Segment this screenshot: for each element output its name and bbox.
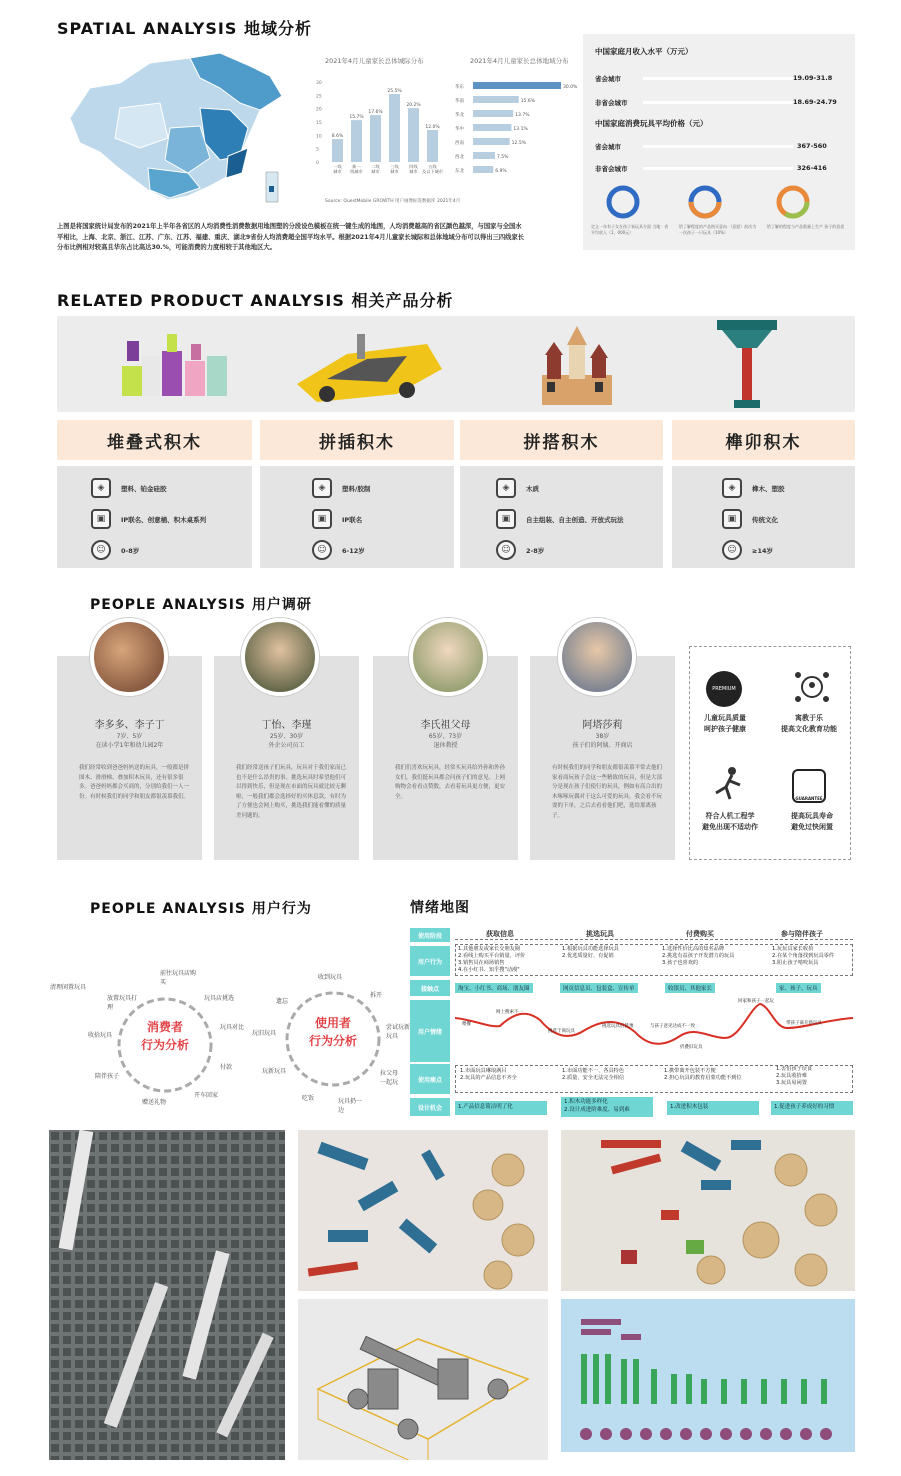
emotion-note: 喂餐 [462, 1022, 471, 1027]
cycle-step: 玩具对比 [220, 1024, 245, 1031]
opportunity-tag: 1.产品信息简洁明了化 [455, 1101, 547, 1115]
category-card [672, 466, 855, 568]
y-tick-label: 30 [316, 81, 322, 86]
cycle-step: 玩具店挑选 [204, 995, 235, 1002]
feature-icon: ▣ [496, 509, 516, 529]
row-label: 用户情绪 [410, 1000, 450, 1062]
age-text: 2-8岁 [526, 546, 545, 555]
bar [473, 96, 519, 103]
material-icon: ◈ [496, 478, 516, 498]
y-tick-label: 25 [316, 94, 322, 100]
price-title: 中国家庭消费玩具平均价格（元） [595, 119, 708, 128]
bar [473, 124, 511, 131]
blue-parts-image [298, 1130, 548, 1291]
age-icon: ☺ [91, 540, 111, 560]
feature-label: 符合人机工程学 避免出现不适动作 [702, 812, 758, 831]
cycle-step: 付款 [220, 1064, 233, 1071]
bar-value-label: 12.5% [511, 141, 526, 146]
persona-meta: 25岁、30岁 外企公司员工 [268, 733, 305, 749]
feature-text: IP联名 [342, 515, 363, 524]
wooden-blocks-image [537, 320, 617, 410]
cycle-step: 玩新玩具 [262, 1068, 287, 1075]
age-icon: ☺ [312, 540, 332, 560]
age-icon: ☺ [722, 540, 742, 560]
spatial-body: 上图是将国家统计局发布的2021年上半年各省区的人均消费性消费数据用地图塑的分段设色模板在统一键生成的地图，人均消费越高的省区颜色越深，与国家与全国水平相比，上海、北京、浙江、江苏、广东、江苏、福建、重庆、湖北9省份人均消费超全国平均水平。根据2021年4月儿童家长城际和总体地域分布可以得出三四线家长分布比例相对较高且华东占比高达30.%，可能消费的力度相较于其他地区大。 [57, 223, 525, 251]
category-card [57, 466, 252, 568]
cycle-step: 前往玩具店购买 [160, 970, 197, 986]
feature-label: 寓教于乐 提高文化教育功能 [781, 714, 837, 733]
bar [473, 82, 561, 89]
chart1-title: 2021年4月儿童家长总体城际分布 [325, 57, 424, 65]
age-text: 0-8岁 [121, 546, 140, 555]
material-text: 榫木、塑胶 [752, 484, 785, 493]
bar [332, 139, 343, 162]
row-label: 使用阶段 [410, 928, 450, 942]
income-row-value: 19.09-31.8 [793, 74, 833, 82]
3d-model-render [298, 1299, 548, 1460]
bar-value-label: 25.5% [387, 89, 402, 94]
cycle-step: 赠送礼物 [142, 1099, 167, 1106]
cycle-step: 拆开 [370, 992, 383, 999]
feature-label: 提高玩具寿命 避免过快闲置 [791, 812, 833, 831]
avatar [90, 618, 168, 696]
income-title: 中国家庭月收入水平（万元） [595, 47, 693, 56]
row-label: 使用痛点 [410, 1064, 450, 1094]
china-map [60, 48, 290, 210]
y-tick-label: 东北 [455, 169, 464, 174]
y-tick-label: 华东 [455, 85, 464, 90]
cycle-step: 收拾玩具 [88, 1032, 113, 1039]
emotion-note: 带孩子离开新玩具 [786, 1021, 822, 1026]
print-grid-photo [49, 1130, 285, 1460]
category-header: 榫卯积木 [672, 420, 855, 460]
bar-value-label: 8.6% [331, 134, 344, 140]
price-line [643, 145, 793, 148]
bar [351, 120, 362, 162]
feature-icon: ▣ [312, 509, 332, 529]
opportunity-tag: 1.积木功能多样化 2.设计成进阶难度、易到难 [561, 1097, 653, 1117]
stage-label: 参与陪伴孩子 [781, 930, 823, 938]
3d-model-image [298, 1299, 548, 1460]
slice-preview [561, 1299, 855, 1452]
persona-desc: 有时候我们的同学和朋友都很羡慕平常去他们家看商玩孩子会这一些精致的玩具，但是大部分是现在孩子们使行的玩具，例如有高合出的木啄啄玩偶对于这么可爱的玩具，我会看不玩耍的下单，之后去看看他们吧，选给那离孩子。 [552, 765, 663, 819]
slice-preview-image [561, 1299, 855, 1452]
x-tick-label: 四线 [409, 164, 418, 169]
material-icon: ◈ [91, 478, 111, 498]
chart2-title: 2021年4月儿童家长总体地域分布 [470, 57, 569, 65]
avatar [241, 618, 319, 696]
material-text: 木质 [526, 484, 539, 493]
price-row-value: 367-560 [797, 142, 827, 150]
behavior-title: PEOPLE ANALYSIS 用户行为 [90, 901, 312, 917]
stage-label: 挑选玩具 [586, 930, 614, 938]
behavior-cell: 1.选择性价比高的知名品牌 2.挑选有益孩子开发潜力的玩具 3.孩子也喜欢的 [662, 946, 735, 966]
x-tick-label: 城市 [409, 169, 418, 174]
emotion-map-title: 情绪地图 [410, 900, 470, 916]
touchpoint-tag: 家、孩子、玩具 [776, 983, 821, 993]
y-tick-label: 15 [316, 121, 322, 126]
age-text: ≥14岁 [752, 546, 773, 555]
income-row-label: 非省会城市 [595, 99, 628, 107]
pain-cell: 1.市面功能不一、各具特色 2.质量、安全无法完全相信 [562, 1068, 625, 1081]
bar-value-label: 15.6% [520, 99, 536, 104]
behavior-cell: 1.根据玩具功能选择玩具 2.优选质量好、有促销 [562, 946, 619, 959]
bar-value-label: 13.7% [515, 113, 530, 118]
region-chart [455, 82, 578, 192]
bar [389, 94, 400, 162]
x-tick-label: 及以下城市 [422, 169, 443, 174]
bar [473, 138, 510, 145]
y-tick-label: 10 [316, 134, 322, 140]
stage-label: 付费购买 [686, 930, 714, 938]
x-tick-label: 线城市 [350, 169, 363, 174]
emotion-curve [455, 998, 853, 1062]
row-label: 用户行为 [410, 946, 450, 976]
row-label: 接触点 [410, 980, 450, 996]
y-tick-label: 西南 [455, 141, 464, 146]
persona-name: 李多多、李子丁 [94, 720, 165, 731]
cycle-step: 玩具扔一边 [338, 1098, 363, 1114]
income-row-label: 省会城市 [595, 75, 621, 83]
income-line [643, 77, 793, 80]
bar [408, 108, 419, 162]
price-row-label: 非省会城市 [595, 165, 628, 173]
category-header: 拼插积木 [260, 420, 454, 460]
touchpoint-tag: 网页信息页、包装盒、宣传单 [560, 983, 638, 993]
y-tick-label: 华中 [455, 127, 464, 132]
income-row-value: 18.69-24.79 [793, 98, 837, 106]
donut-note: 定义一年有子女在孩子家玩具方面 当地：省平均收入（1，000元） [591, 224, 669, 235]
emotion-note: 与孩子意见达成不一致 [650, 1024, 695, 1029]
feature-text: 自主组装、自主创造、开放式玩法 [526, 515, 624, 524]
bar-value-label: 20.2% [406, 103, 421, 109]
x-tick-label: 一线 [333, 164, 342, 169]
cycle-step: 收到玩具 [318, 974, 343, 981]
guarantee-badge-icon: GUARANTEE [792, 769, 826, 803]
bar-value-label: 12.0% [425, 125, 440, 130]
mixed-parts-photo [561, 1130, 855, 1291]
people-title: PEOPLE ANALYSIS 用户调研 [90, 597, 312, 613]
persona-meta: 7岁、5岁 在读小学1年和幼儿园2年 [95, 733, 164, 749]
persona-name: 阿塔莎莉 [582, 720, 623, 731]
price-row-label: 省会城市 [595, 143, 621, 151]
product-images-strip [57, 316, 855, 412]
bar [427, 130, 438, 162]
bar-value-label: 6.9% [495, 169, 507, 174]
spatial-title: SPATIAL ANALYSIS 地域分析 [57, 19, 312, 38]
x-tick-label: 新一 [352, 164, 361, 169]
persona-desc: 我们经常收到爸爸妈妈送的玩具，一般都是拼图木、滑滑梯、叠加积木玩具，还有很多很多。爸爸妈妈都会买商的，分别给我们一人一份。有时候我们的同学和朋友都很羡慕我们。 [79, 765, 190, 800]
bar [473, 110, 513, 117]
income-panel [583, 34, 855, 250]
material-text: 塑料、铂金硅胶 [121, 484, 167, 493]
donut-chart [687, 184, 723, 220]
price-row-value: 326-416 [797, 164, 827, 172]
persona-name: 李氏祖父母 [420, 720, 471, 731]
stage-label: 获取信息 [486, 930, 514, 938]
cycle-step: 清理闲置玩具 [50, 984, 87, 991]
user-label: 使用者 行为分析 [308, 1016, 357, 1048]
age-icon: ☺ [496, 540, 516, 560]
pain-cell: 1.害怕孩子误食 2.玩具收拾难 3.玩具易闲置 [776, 1066, 813, 1086]
x-tick-label: 二线 [371, 164, 380, 169]
x-tick-label: 三线 [390, 164, 399, 169]
behavior-cell: 1.其他朋友或家长交朋友圈 2.看线上购买平台销量、评价 3.销售员在商场销售 4.在小红书、知乎搜"动漫" [458, 946, 526, 973]
related-title: RELATED PRODUCT ANALYSIS 相关产品分析 [57, 291, 454, 310]
material-icon: ◈ [312, 478, 332, 498]
learning-icon [794, 667, 830, 707]
material-icon: ◈ [722, 478, 742, 498]
blue-parts-photo [298, 1130, 548, 1291]
chart-source: Source: QuestMobile GROWTH 用户画像标签数据库 2021年4月 [325, 199, 461, 204]
bar [473, 166, 493, 173]
cycle-step: 玩旧玩具 [252, 1030, 277, 1037]
y-tick-label: 西北 [455, 155, 464, 160]
emotion-note: 挑选玩具后犹豫 [602, 1024, 634, 1029]
cycle-step: 遗忘 [276, 998, 289, 1005]
bar-value-label: 15.7% [349, 115, 364, 121]
bar-value-label: 13.1% [513, 127, 528, 132]
avatar [558, 618, 636, 696]
y-tick-label: 华南 [455, 99, 464, 104]
bar-value-label: 17.6% [368, 110, 383, 116]
feature-icon: ▣ [722, 509, 742, 529]
mortise-tenon-image [712, 320, 782, 410]
category-card [260, 466, 454, 568]
emotion-note: 挑选于商玩具 [548, 1029, 575, 1034]
emotion-note: 网上搜索不一 [496, 1010, 523, 1015]
opportunity-tag: 1.改进积木包装 [667, 1101, 759, 1115]
y-tick-label: 0 [316, 161, 319, 166]
features-box [689, 646, 851, 860]
income-line [643, 101, 793, 104]
persona-name: 丁怡、李瑾 [261, 720, 312, 731]
stage-divider [455, 939, 853, 940]
x-tick-label: 城市 [333, 169, 342, 174]
city-tier-chart [316, 82, 446, 172]
persona-meta: 38岁 孩子们的阿姨、开商店 [572, 733, 633, 749]
persona-desc: 我们经常送孩子们玩具，玩具对于我们家而已也不是什么昂贵的事。挑选玩具时希望他们可以得到快乐，但是现在市面的玩具就比较无聊啦，一般我们都会选择好的买休息款，有时为了方便也会网上购买，挑选我们能看懂的质量差问题的。 [236, 765, 347, 819]
persona-meta: 65岁、73岁 退休教授 [428, 733, 463, 749]
price-line [643, 167, 793, 170]
category-header: 堆叠式积木 [57, 420, 252, 460]
emotion-note: 回家和孩子一起玩 [738, 999, 774, 1004]
construction-toy-image [287, 324, 447, 406]
y-tick-label: 华北 [455, 113, 464, 118]
cycle-step: 陪伴孩子 [95, 1073, 120, 1080]
feature-text: 传统文化 [752, 515, 778, 524]
touchpoint-tag: 收银员、其他家长 [665, 983, 715, 993]
bar [473, 152, 495, 159]
consumer-label: 消费者 行为分析 [140, 1020, 189, 1052]
avatar [409, 618, 487, 696]
x-tick-label: 五线 [428, 164, 437, 169]
bar [370, 115, 381, 162]
emotion-note: 折叠旧玩具 [680, 1045, 703, 1050]
cycle-step: 拉父母一起玩 [380, 1070, 399, 1086]
cycle-step: 开车回家 [194, 1092, 219, 1099]
feature-icon: ▣ [91, 509, 111, 529]
row-label: 设计机会 [410, 1098, 450, 1116]
bar-value-label: 30.0% [563, 85, 578, 90]
print-grid-image [49, 1130, 285, 1460]
category-card [460, 466, 663, 568]
premium-badge-icon: PREMIUM [706, 671, 742, 707]
donut-chart [605, 184, 641, 220]
x-tick-label: 城市 [371, 169, 380, 174]
pain-cell: 1.市面玩具琳琅满目 2.玩具的产品信息不齐全 [460, 1068, 517, 1081]
bar-value-label: 7.5% [497, 155, 509, 160]
pain-cell: 1.携带离开包装不方便 2.担心玩具的教育启蒙功能不到位 [664, 1068, 742, 1081]
behavior-cell: 1.玩玩具家长收拾 2.在某个角落找到玩具零件 3.阻止孩子啃咬玩具 [772, 946, 835, 966]
donut-note: 给了解的程度与产品数量上生产 孩子的意思 [767, 224, 845, 229]
mixed-parts-image [561, 1130, 855, 1291]
opportunity-tag: 1.促进孩子养成好的习惯 [771, 1101, 853, 1115]
cycle-step: 吃饭 [302, 1095, 315, 1102]
x-tick-label: 城市 [390, 169, 399, 174]
age-text: 6-12岁 [342, 546, 365, 555]
stacking-blocks-image [117, 326, 237, 404]
feature-text: IP联名、创意桶、积木桌系列 [121, 515, 207, 524]
y-tick-label: 5 [316, 147, 319, 153]
category-header: 拼搭积木 [460, 420, 663, 460]
donut-note: 给了解程度的产品购买意向 （意愿）前次为一次孩子一只玩具（10%） [679, 224, 757, 235]
cycle-step: 尝试玩新玩具 [386, 1024, 411, 1040]
feature-label: 儿童玩具质量 呵护孩子健康 [704, 714, 746, 733]
ergonomics-icon [706, 765, 746, 805]
touchpoint-tag: 淘宝、小红书、商场、朋友圈 [455, 983, 533, 993]
donut-chart [775, 184, 811, 220]
persona-desc: 我们们喜欢玩玩具，经常买玩具给外孙和外孙女们，我们挺玩具都会问孩子们的意见。上网购物会看看点赞数，去看着玩具更方便，更安全。 [395, 765, 506, 800]
cycle-step: 放置玩具打理 [107, 995, 138, 1011]
material-text: 塑料/胶制 [342, 484, 371, 493]
y-tick-label: 20 [316, 107, 322, 113]
